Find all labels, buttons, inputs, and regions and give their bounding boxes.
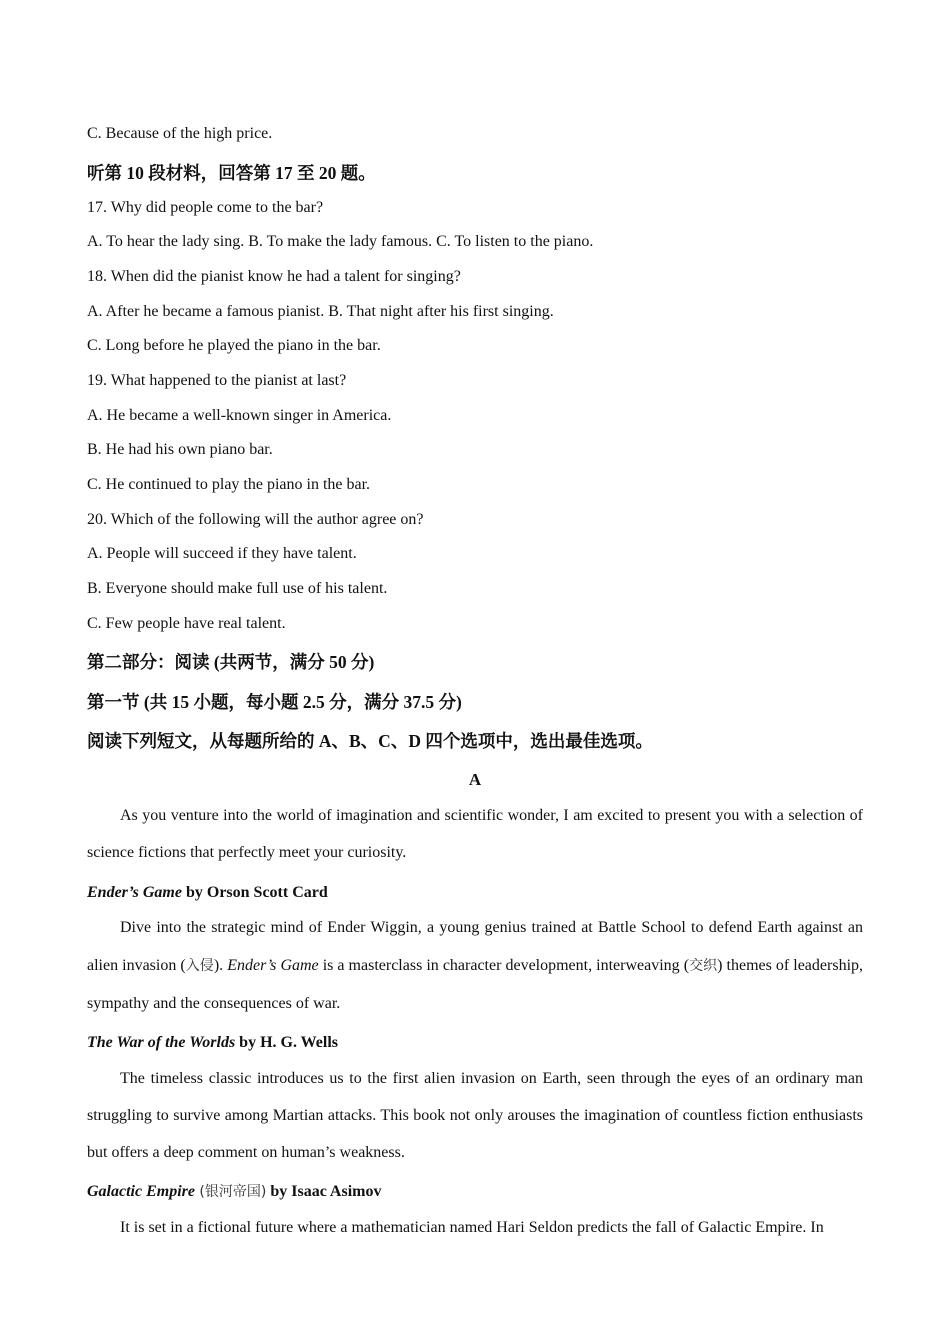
book-title-war-of-the-worlds xyxy=(87,1033,863,1053)
question-17-options: A. To hear the lady sing. B. To make the lady famous. C. To listen to the piano. xyxy=(87,233,594,251)
question-20: 20. Which of the following will the author agree on? xyxy=(87,510,424,528)
question-19-option-a: A. He became a well-known singer in America. xyxy=(87,406,392,424)
question-18-option-c: C. Long before he played the piano in the bar. xyxy=(87,337,381,355)
book-author: by Orson Scott Card xyxy=(181,883,328,901)
question-20-option-a: A. People will succeed if they have talent. xyxy=(87,545,357,563)
desc-text: ). xyxy=(213,956,228,974)
book-cn-title: (银河帝国) xyxy=(194,1184,267,1201)
question-17: 17. Why did people come to the bar? xyxy=(87,198,324,216)
section10-header: 听第 10 段材料，回答第 17 至 20 题。 xyxy=(87,162,376,183)
question-19-option-b: B. He had his own piano bar. xyxy=(87,441,273,459)
reading-instruction: 阅读下列短文，从每题所给的 A、B、C、D 四个选项中，选出最佳选项。 xyxy=(87,731,653,752)
gloss-interweave: 交织 xyxy=(689,957,718,974)
book-description-galactic-empire: It is set in a fictional future where a mathematician named Hari Seldon predicts the fall of Galactic Empire. In xyxy=(120,1218,824,1236)
book-title-enders-game xyxy=(87,883,863,903)
inline-book-title: Ender’s Game xyxy=(227,956,319,974)
desc-text: is a masterclass in character development, interweaving ( xyxy=(318,956,690,974)
question-20-option-c: C. Few people have real talent. xyxy=(87,614,286,632)
passage-label: A xyxy=(468,770,482,790)
reading-section-header: 第一节 (共 15 小题，每小题 2.5 分，满分 37.5 分) xyxy=(87,691,462,712)
exam-page xyxy=(87,124,863,1243)
question-18: 18. When did the pianist know he had a talent for singing? xyxy=(87,267,461,285)
book-description-enders-game xyxy=(87,909,863,1022)
question-19: 19. What happened to the pianist at last? xyxy=(87,371,347,389)
desc-text: Dive into the strategic mind of Ender Wiggin, a young genius trained at Battle School to defend Earth against an alien invasion ( xyxy=(87,919,863,974)
desc-text: ) themes of leadership, sympathy and the consequences of war. xyxy=(87,956,864,1012)
book-title-galactic-empire xyxy=(87,1182,863,1202)
question-19-option-c: C. He continued to play the piano in the bar. xyxy=(87,476,371,493)
book-description-war-of-the-worlds: The timeless classic introduces us to the first alien invasion on Earth, seen through the eyes of an ordinary man struggling to survive among Martian attacks. This book not only arouses the imagination of countless fiction enthusiasts but offers a deep comment on human’s weakness. xyxy=(87,1069,863,1162)
book-author: by Isaac Asimov xyxy=(266,1183,382,1201)
book-title-text: Galactic Empire xyxy=(87,1183,195,1201)
gloss-invasion: 入侵 xyxy=(185,957,214,974)
passage-intro: As you venture into the world of imagination and scientific wonder, I am excited to present you with a selection of science fictions that perfectly meet your curiosity. xyxy=(87,807,863,862)
question-18-options-ab: A. After he became a famous pianist. B. That night after his first singing. xyxy=(87,302,554,320)
book-title-text: The War of the Worlds xyxy=(87,1033,236,1051)
reading-part-header: 第二部分：阅读 (共两节，满分 50 分) xyxy=(87,652,375,673)
q16-option-c: C. Because of the high price. xyxy=(87,125,273,142)
book-title-text: Ender’s Game xyxy=(87,883,182,901)
book-author: by H. G. Wells xyxy=(235,1033,339,1051)
question-20-option-b: B. Everyone should make full use of his talent. xyxy=(87,580,388,598)
